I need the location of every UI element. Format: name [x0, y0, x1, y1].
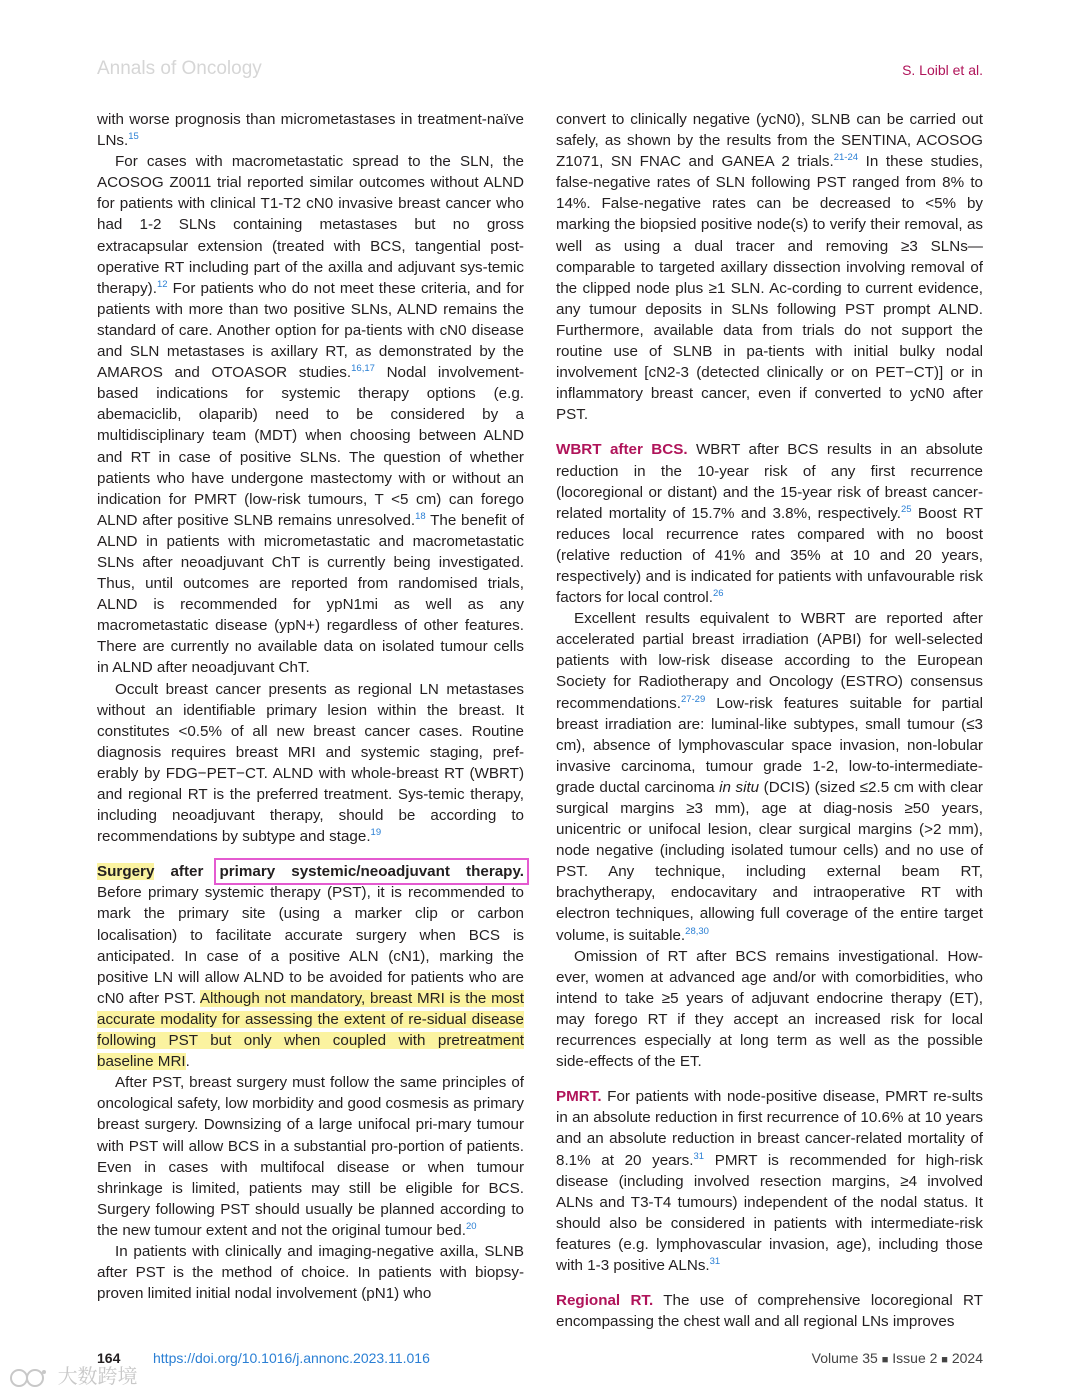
journal-title: Annals of Oncology [97, 58, 262, 79]
reference-link[interactable]: 28,30 [685, 925, 709, 937]
section-surgery-after-pst: Surgery after primary systemic/neoadjuvant therapy. Before primary systemic therapy (PST), it is recommended to mark the primary site (using a marker clip or carbon localisation) to facilitate accurate surgery when BCS is anticipated. In case of a positive ALN (cN1), marking the positive LN will allow ALND to be avoided for patients who are cN0 after PST. Although not mandatory, breast MRI is the most accurate modality for assessing the extent of re-sidual disease following PST but only when coupled with pretreatment baseline MRI. [97, 863, 524, 1071]
paragraph: Omission of RT after BCS remains investigational. How-ever, women at advanced age and/or with comorbidities, who intend to take ≥5 years of adjuvant endocrine therapy (ET), may forego RT if they accept an increased risk for local recurrences especially at long term as well as the possible side-effects of the ET. [556, 947, 983, 1071]
boxed-title: primary systemic/neoadjuvant therapy. [219, 863, 524, 881]
section-regional-rt: Regional RT. The use of comprehensive locoregional RT encompassing the chest wall and all regional LNs improves [556, 1292, 983, 1331]
reference-link[interactable]: 18 [415, 510, 426, 522]
section-title: WBRT after BCS. [556, 441, 688, 459]
page-footer [97, 1350, 983, 1370]
reference-link[interactable]: 31 [709, 1255, 721, 1267]
watermark-text: 大数跨境 [57, 1366, 138, 1388]
doi-link[interactable]: https://doi.org/10.1016/j.annonc.2023.11.016 [153, 1350, 430, 1366]
running-authors: S. Loibl et al. [902, 62, 983, 78]
section-title: PMRT. [556, 1088, 602, 1106]
left-column [97, 109, 524, 1304]
paragraph: convert to clinically negative (ycN0), SLNB can be carried out safely, as shown by the results from the SENTINA, ACOSOG Z1071, SN FNAC and GANEA 2 trials.$^{21-24}$ In these studies, false-negative rates of SLN following PST ranged from 8% to 14%. False-negative rates can be decreased to <5% by marking the biopsied positive node(s) to verify their removal, as well as using a dual tracer and removing ≥3 SLNs—comparable to targeted axillary dissection involving removal of the clipped node plus ≥1 SLN. Ac-cording to current evidence, any tumour deposits in SLNs following PST prompt ALND. Furthermore, available data from trials do not support the routine use of SLNB in pa-tients with initial bulky nodal involvement [cN2-3 (detected clinically or on PET−CT)] or in inflammatory breast cancer, even if converted to ycN0 after PST. [556, 111, 983, 424]
watermark [8, 1360, 148, 1388]
reference-link[interactable]: 12 [156, 278, 168, 290]
reference-link[interactable]: 27-29 [680, 693, 706, 705]
reference-link[interactable]: 26 [713, 588, 724, 600]
reference-link[interactable]: 21-24 [833, 152, 859, 164]
section-title: Regional RT. [556, 1292, 654, 1310]
watermark-logo-icon [8, 1366, 52, 1390]
reference-link[interactable]: 19 [370, 827, 382, 839]
page-number: 164 [97, 1350, 121, 1366]
reference-link[interactable]: 16,17 [351, 363, 375, 375]
paragraph: After PST, breast surgery must follow the same principles of oncological safety, low morbidity and good cosmesis as primary breast surgery. Downsizing of a large unifocal pri-mary tumour with PST will allow BCS in a substantial pro-portion of patients. Even in cases with multifocal disease or when tumour shrinkage is limited, patients may still be eligible for BCS. Surgery following PST should usually be planned according to the new tumour extent and not the original tumour bed.$^{20}$ [97, 1074, 524, 1239]
paragraph: Excellent results equivalent to WBRT are reported after accelerated partial breast irradiation (APBI) for well-selected patients with low-risk disease according to the European Society for Radiotherapy and Oncology (ESTRO) consensus recommendations.$^{27-29}$ Low-risk features suitable for partial breast irradiation are: luminal-like subtypes, small tumour (≤3 cm), absence of lymphovascular space invasion, non-lobular invasive carcinoma, tumour grade 1-2, low-to-intermediate-grade ductal carcinoma in situ (DCIS) (sized ≤2.5 cm with clear surgical margins ≥3 mm), age at diag-nosis ≥50 years, unicentric or unifocal lesion, clear surgical margins (>2 mm), node negative (including isolated tumour cells) and no use of PST. Any technique, including external beam RT, brachytherapy, endocavitary and intraoperative RT with electron techniques, allowing full coverage of the entire target volume, is suitable.$^{28,30}$ [556, 610, 983, 944]
section-wbrt-after-bcs: WBRT after BCS. WBRT after BCS results in an absolute reduction in the 10-year risk of any first recurrence (locoregional or distant) and the 15-year risk of breast cancer-related mortality of 15.7% and 3.8%, respectively.$^{25}$ Boost RT reduces local recurrence rates compared with no boost (relative reduction of 41% and 35% at 10 and 20 years, respectively) and is indicated for patients with unfavourable risk factors for local control.$^{26}$ [556, 441, 984, 607]
paragraph: Occult breast cancer presents as regional LN metastases without an identifiable primary lesion within the breast. It constitutes <0.5% of all new breast cancer cases. Routine diagnosis requires breast MRI and systemic staging, pref-erably by FDG−PET−CT. ALND with whole-breast RT (WBRT) and regional RT is the preferred treatment. Sys-temic therapy, including neoadjuvant therapy, should be according to recommendations by subtype and stage.$^{19}$ [97, 680, 524, 846]
reference-link[interactable]: 31 [693, 1150, 705, 1162]
volume-info: Volume 35 ■ Issue 2 ■ 2024 [811, 1350, 983, 1366]
right-column [556, 109, 983, 1332]
reference-link[interactable]: 15 [128, 131, 139, 143]
paragraph: with worse prognosis than micrometastases in treatment-naïve LNs.$^{15}$ [97, 111, 524, 150]
paragraph: In patients with clinically and imaging-negative axilla, SLNB after PST is the method of choice. In patients with biopsy-proven limited initial nodal involvement (pN1) who [97, 1242, 524, 1303]
page-header [97, 58, 983, 86]
paragraph: For cases with macrometastatic spread to the SLN, the ACOSOG Z0011 trial reported similar outcomes without ALND for patients with clinical T1-T2 cN0 invasive breast cancer who had 1-2 SLNs containing metastases but no gross extracapsular extension (treated with BCS, tangential post-operative RT including part of the axilla and adjuvant sys-temic therapy).$^{12}$ For patients who do not meet these criteria, and for patients with more than two positive SLNs, ALND remains the standard of care. Another option for pa-tients with cN0 disease and SLN metastases is axillary RT, as demonstrated by the AMAROS and OTOASOR studies.$^{16,17}$ Nodal involvement-based indications for systemic therapy options (e.g. abemaciclib, olaparib) need to be considered by a multidisciplinary team (MDT) when choosing between ALND and RT in case of positive SLNs. The question of whether patients who have undergone mastectomy with or without an indication for PMRT (low-risk tumours, T <5 cm) can forego ALND after positive SLNB remains unresolved.$^{18}$ The benefit of ALND in patients with micrometastatic and macrometastatic SLNs after neoadjuvant ChT is currently being investigated. Thus, until outcomes are reported from randomised trials, ALND is recommended for ypN1mi as well as any macrometastatic disease (ypN+) regardless of other features. There are currently no available data on isolated tumour cells in ALND after neoadjuvant ChT. [97, 153, 525, 677]
reference-link[interactable]: 25 [900, 503, 912, 515]
section-pmrt: PMRT. For patients with node-positive disease, PMRT re-sults in an absolute reduction in first recurrence of 10.6% at 10 years and an absolute reduction in breast cancer-related mortality of 8.1% at 20 years.$^{31}$ PMRT is recommended for high-risk disease (including involved resection margins, ≥4 involved ALNs and T3-T4 tumours) independent of the nodal status. It should also be considered in patients with intermediate-risk features (e.g. lymphovascular invasion, age), including those with 1-3 positive ALNs.$^{31}$ [556, 1088, 983, 1274]
highlighted-text: Although not mandatory, breast MRI is the most accurate modality for assessing the extent of re-sidual disease following PST but only when coupled with pretreatment baseline MRI [97, 989, 524, 1071]
reference-link[interactable]: 20 [465, 1220, 477, 1232]
section-title: Surgery [97, 863, 155, 881]
